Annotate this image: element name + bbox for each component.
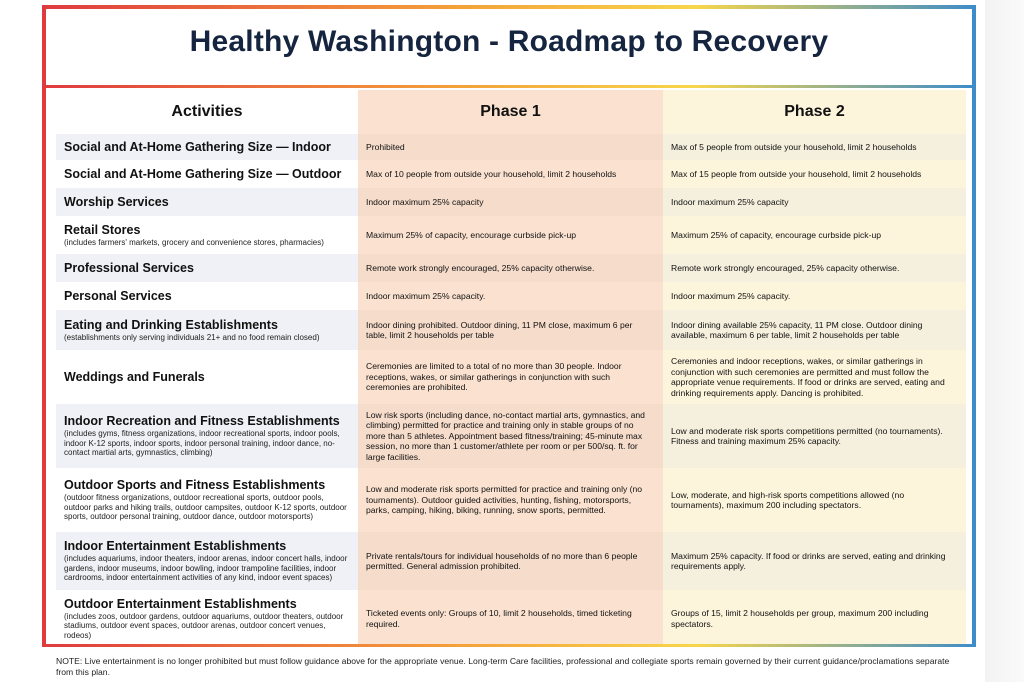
activity-cell xyxy=(56,350,358,404)
activity-name: Outdoor Entertainment Establishments xyxy=(64,596,297,611)
table-row xyxy=(56,532,966,590)
table-row xyxy=(56,350,966,404)
phase-2-cell: Groups of 15, limit 2 households per group, maximum 200 including spectators. xyxy=(663,590,966,647)
phase-2-cell: Ceremonies and indoor receptions, wakes, or similar gatherings in conjunction with such ceremonies are permitted and must follow the appropriate venue requirements. If food or drinks are served, eating and drinking requirements apply. Dancing is prohibited. xyxy=(663,350,966,404)
table-row xyxy=(56,282,966,310)
table-row xyxy=(56,188,966,216)
phase-1-cell: Private rentals/tours for individual households of no more than 6 people permitted. General admission prohibited. xyxy=(358,532,663,590)
phase-2-cell: Remote work strongly encouraged, 25% capacity otherwise. xyxy=(663,254,966,282)
phase-2-cell: Max of 15 people from outside your household, limit 2 households xyxy=(663,160,966,188)
activity-cell xyxy=(56,134,358,160)
phase-2-cell: Indoor dining available 25% capacity, 11 PM close. Outdoor dining available, maximum 6 per table, limit 2 households per table xyxy=(663,310,966,350)
table-row xyxy=(56,590,966,647)
activity-cell xyxy=(56,188,358,216)
header-activities: Activities xyxy=(171,103,243,120)
phase-1-cell: Ticketed events only: Groups of 10, limit 2 households, timed ticketing required. xyxy=(358,590,663,647)
activity-details: (includes aquariums, indoor theaters, indoor arenas, indoor concert halls, indoor gardens, indoor museums, indoor bowling, indoor trampoline facilities, indoor cardrooms, indoor entertainment activities of any kind, indoor event spaces) xyxy=(64,554,348,583)
activity-name: Social and At-Home Gathering Size — Outdoor xyxy=(64,166,342,181)
activity-cell xyxy=(56,590,358,647)
activity-cell xyxy=(56,216,358,254)
activity-name: Worship Services xyxy=(64,194,169,209)
phase-1-cell: Low risk sports (including dance, no-contact martial arts, gymnastics, and climbing) permitted for practice and training only in stable groups of no more than 5 athletes. Appointment based fitness/training; 45-minute max session, no more than 1 customer/athlete per room or per 500/sq. ft. for large facilities. xyxy=(358,404,663,468)
phase-1-cell: Ceremonies are limited to a total of no more than 30 people. Indoor receptions, wakes, or similar gatherings in conjunction with such ceremonies are prohibited. xyxy=(358,350,663,404)
activity-name: Outdoor Sports and Fitness Establishments xyxy=(64,478,326,493)
activity-name: Indoor Entertainment Establishments xyxy=(64,539,287,554)
phase-2-cell: Max of 5 people from outside your household, limit 2 households xyxy=(663,134,966,160)
activity-name: Social and At-Home Gathering Size — Indoor xyxy=(64,139,331,154)
activity-cell xyxy=(56,468,358,532)
header-phase-1: Phase 1 xyxy=(358,90,663,134)
phase-1-cell: Max of 10 people from outside your household, limit 2 households xyxy=(358,160,663,188)
phase-1-cell: Indoor maximum 25% capacity xyxy=(358,188,663,216)
phase-1-cell: Indoor dining prohibited. Outdoor dining, 11 PM close, maximum 6 per table, limit 2 households per table xyxy=(358,310,663,350)
phase-2-cell: Low, moderate, and high-risk sports competitions allowed (no tournaments), maximum 200 including spectators. xyxy=(663,468,966,532)
phase-2-cell: Indoor maximum 25% capacity xyxy=(663,188,966,216)
activity-cell xyxy=(56,532,358,590)
activity-name: Indoor Recreation and Fitness Establishments xyxy=(64,414,340,429)
roadmap-frame xyxy=(42,5,976,647)
activity-details: (outdoor fitness organizations, outdoor recreational sports, outdoor pools, outdoor parks and hiking trails, outdoor campsites, outdoor K-12 sports, outdoor sports, outdoor personal training, outdoor dance, outdoor motorsports) xyxy=(64,493,347,522)
phase-1-cell: Low and moderate risk sports permitted for practice and training only (no tournaments). Outdoor guided activities, hunting, fishing, motorsports, parks, camping, hiking, biking, running, snow sports, permitted. xyxy=(358,468,663,532)
header-phase-2: Phase 2 xyxy=(663,90,966,134)
activity-cell xyxy=(56,404,358,468)
phase-table xyxy=(56,90,966,647)
activity-cell xyxy=(56,254,358,282)
activity-cell xyxy=(56,310,358,350)
page-edge-shadow xyxy=(985,0,1024,682)
phase-2-cell: Indoor maximum 25% capacity. xyxy=(663,282,966,310)
phase-2-cell: Maximum 25% of capacity, encourage curbside pick-up xyxy=(663,216,966,254)
table-row xyxy=(56,216,966,254)
phase-1-cell: Indoor maximum 25% capacity. xyxy=(358,282,663,310)
activity-details: (includes farmers' markets, grocery and convenience stores, pharmacies) xyxy=(64,237,324,247)
phase-1-cell: Remote work strongly encouraged, 25% capacity otherwise. xyxy=(358,254,663,282)
phase-1-cell: Prohibited xyxy=(358,134,663,160)
page-title: Healthy Washington - Roadmap to Recovery xyxy=(189,25,829,58)
activity-details: (includes gyms, fitness organizations, indoor recreational sports, indoor pools, indoor K-12 sports, indoor sports, indoor personal training, indoor dance, no-contact martial arts, gymnastics, climbing) xyxy=(64,429,340,458)
table-row xyxy=(56,468,966,532)
table-row xyxy=(56,310,966,350)
activity-name: Personal Services xyxy=(64,288,172,303)
activity-details: (includes zoos, outdoor gardens, outdoor aquariums, outdoor theaters, outdoor stadiums, outdoor event spaces, outdoor arenas, outdoor concert venues, rodeos) xyxy=(64,611,344,640)
phase-2-cell: Maximum 25% capacity. If food or drinks are served, eating and drinking requirements apply. xyxy=(663,532,966,590)
phase-1-cell: Maximum 25% of capacity, encourage curbside pick-up xyxy=(358,216,663,254)
activity-cell xyxy=(56,160,358,188)
activity-name: Professional Services xyxy=(64,260,194,275)
activity-name: Eating and Drinking Establishments xyxy=(64,317,278,332)
footnote: NOTE: Live entertainment is no longer prohibited but must follow guidance above for the appropriate venue. Long-term Care facilities, professional and collegiate sports remain governed by their current guidance/proclamations separate from this plan. xyxy=(56,656,950,677)
table-row xyxy=(56,254,966,282)
activity-details: (establishments only serving individuals 21+ and no food remain closed) xyxy=(64,332,320,342)
title-divider xyxy=(46,85,972,88)
activity-name: Weddings and Funerals xyxy=(64,369,205,384)
table-row xyxy=(56,134,966,160)
activity-name: Retail Stores xyxy=(64,222,141,237)
table-row xyxy=(56,404,966,468)
header-row xyxy=(56,90,966,134)
table-row xyxy=(56,160,966,188)
activity-cell xyxy=(56,282,358,310)
phase-2-cell: Low and moderate risk sports competitions permitted (no tournaments). Fitness and training maximum 25% capacity. xyxy=(663,404,966,468)
